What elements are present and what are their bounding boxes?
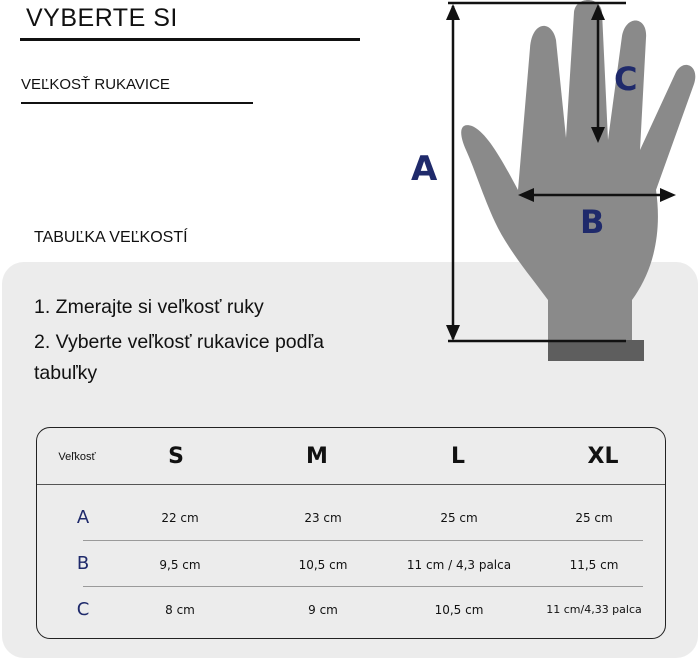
hand-measurement-diagram	[400, 0, 700, 365]
title-underline	[20, 38, 360, 41]
label-c: C	[614, 60, 638, 98]
section-title: TABUĽKA VEĽKOSTÍ	[34, 229, 188, 246]
label-a: A	[411, 149, 438, 189]
table-cell: 11 cm / 4,3 palca	[406, 558, 512, 572]
column-header-s: S	[168, 444, 184, 469]
table-cell: 25 cm	[440, 511, 478, 525]
table-cell: 9,5 cm	[159, 558, 201, 572]
table-cell: 11 cm/4,33 palca	[546, 603, 642, 616]
hand-cuff	[548, 340, 644, 361]
row-divider	[83, 540, 643, 541]
row-label-b: B	[76, 553, 90, 574]
label-b: B	[580, 203, 605, 241]
column-header-l: L	[450, 444, 466, 469]
subtitle: VEĽKOSŤ RUKAVICE	[21, 76, 170, 93]
table-cell: 25 cm	[575, 511, 613, 525]
column-header-xl: XL	[587, 444, 619, 469]
table-corner-label: Veľkosť	[58, 451, 96, 463]
column-header-m: M	[306, 444, 328, 469]
row-label-c: C	[76, 599, 90, 620]
table-cell: 9 cm	[308, 603, 338, 617]
table-cell: 10,5 cm	[298, 558, 348, 572]
table-cell: 10,5 cm	[434, 603, 484, 617]
hand-icon	[461, 0, 695, 340]
step-two: 2. Vyberte veľkosť rukavice podľa	[34, 331, 325, 353]
page-title: VYBERTE SI	[26, 4, 178, 32]
size-table	[36, 427, 666, 639]
row-divider	[83, 586, 643, 587]
table-cell: 22 cm	[161, 511, 199, 525]
step-one: 1. Zmerajte si veľkosť ruky	[34, 296, 264, 318]
row-label-a: A	[76, 507, 90, 528]
subtitle-underline	[21, 102, 253, 104]
table-cell: 8 cm	[165, 603, 195, 617]
step-two-continued: tabuľky	[34, 362, 98, 384]
table-cell: 11,5 cm	[569, 558, 619, 572]
header-divider	[37, 484, 665, 485]
table-cell: 23 cm	[304, 511, 342, 525]
